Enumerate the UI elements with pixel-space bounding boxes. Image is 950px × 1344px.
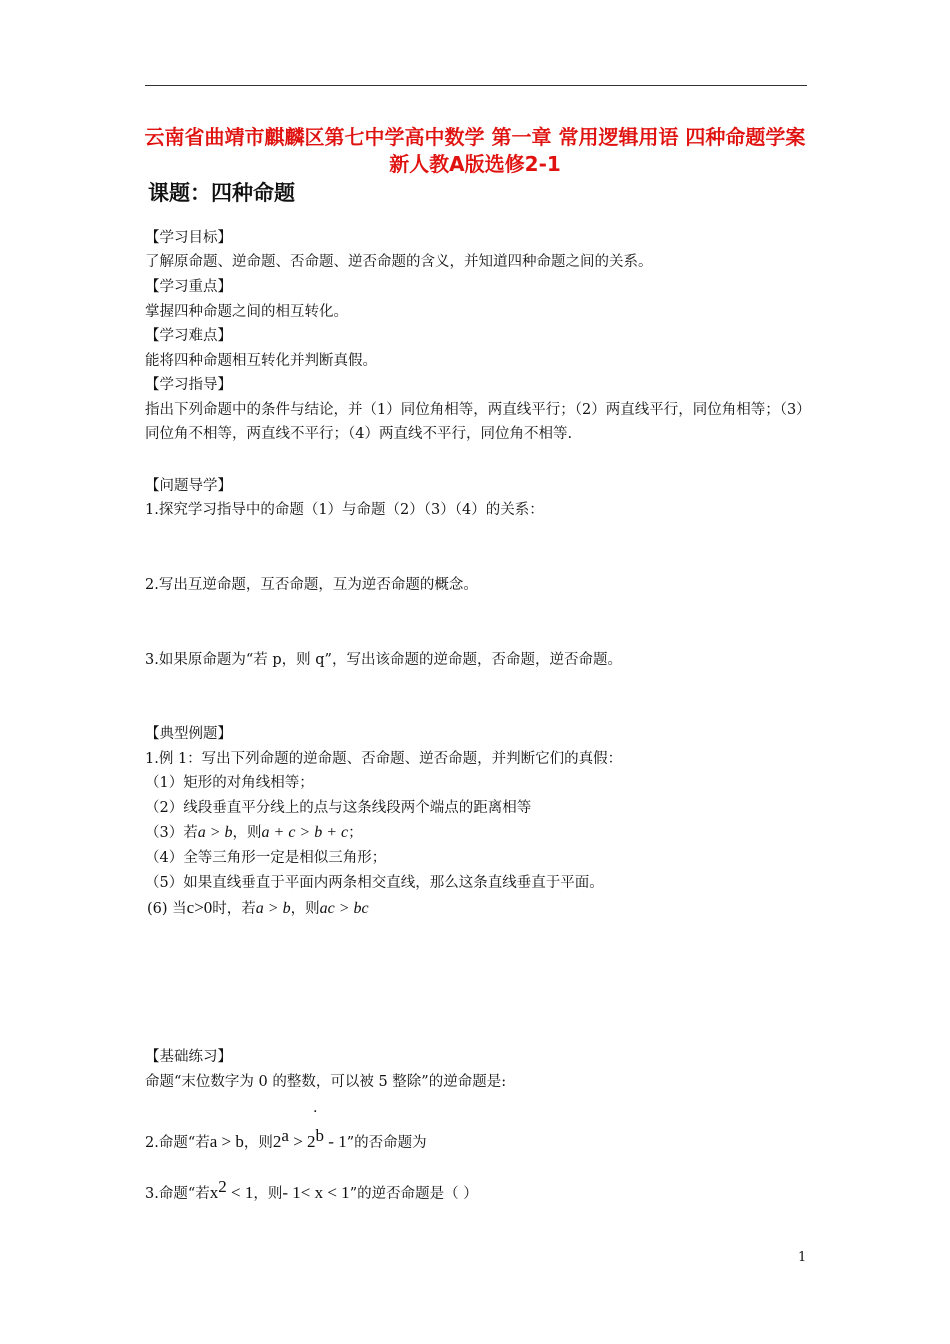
example-heading: 【典型例题】 [145, 726, 232, 742]
ex6-mid2: ，则 [290, 901, 320, 917]
basic2-tail: - 1 [324, 1131, 347, 1151]
basic3-mid: ，则 [253, 1185, 283, 1202]
basic3-suffix: ”的逆否命题是（ ） [349, 1185, 478, 1202]
difficulty-heading: 【学习难点】 [145, 328, 232, 344]
document-title: 云南省曲靖市麒麟区第七中学高中数学 第一章 常用逻辑用语 四种命题学案 新人教A版选修2-1 [144, 125, 806, 176]
basic-item-1: 命题“末位数字为 0 的整数，可以被 5 整除”的逆命题是: [145, 1074, 507, 1090]
basic3-x: x [209, 1182, 219, 1202]
basic2-exp-1: a [281, 1126, 289, 1145]
basic-item-2 [145, 1125, 427, 1154]
basic3-lt: < 1 [226, 1182, 254, 1202]
example-intro: 1.例 1：写出下列命题的逆命题、否命题、逆否命题，并判断它们的真假： [145, 751, 623, 767]
example-item-6 [147, 897, 369, 920]
ex6-condition: c>0 [186, 898, 213, 917]
focus-text: 掌握四种命题之间的相互转化。 [145, 304, 348, 320]
goal-text: 了解原命题、逆命题、否命题、逆否命题的含义，并知道四种命题之间的关系。 [145, 254, 653, 270]
ex3-math-2: a + c > b + c [261, 824, 349, 841]
difficulty-text: 能将四种命题相互转化并判断真假。 [145, 353, 377, 369]
example-item-3 [145, 822, 363, 844]
header-rule [145, 85, 807, 86]
basic2-prefix: 2.命题“若 [145, 1134, 210, 1151]
basic3-math-2: - 1< x < 1 [282, 1182, 350, 1202]
page-number: 1 [798, 1250, 807, 1265]
ex6-math-1: a > b [255, 900, 291, 917]
basic2-mid: ，则 [243, 1134, 273, 1151]
ex3-mid: ，则 [232, 825, 262, 841]
basic2-exp-2: b [315, 1126, 325, 1145]
ex6-prefix: (6) 当 [147, 901, 187, 917]
lesson-subject: 课题：四种命题 [148, 181, 295, 205]
ex3-math-1: a > b [197, 824, 233, 841]
basic-item-3 [145, 1176, 478, 1205]
goal-heading: 【学习目标】 [145, 230, 232, 246]
guide-text: 指出下列命题中的条件与结论，并（1）同位角相等，两直线平行；（2）两直线平行，同位角相等；（3）同位角不相等，两直线不平行；（4）两直线不平行，同位角不相等. [145, 402, 804, 442]
basic-heading: 【基础练习】 [145, 1049, 232, 1065]
ex3-suffix: ； [348, 825, 363, 841]
ex3-prefix: （3）若 [145, 825, 198, 841]
focus-heading: 【学习重点】 [145, 279, 232, 295]
example-item-2: （2）线段垂直平分线上的点与这条线段两个端点的距离相等 [145, 800, 532, 816]
basic2-base-1: 2 [272, 1131, 282, 1151]
basic2-suffix: ”的否命题为 [346, 1134, 427, 1151]
problem-item-3: 3.如果原命题为“若 p，则 q”，写出该命题的逆命题，否命题，逆否命题。 [145, 652, 622, 668]
guide-heading: 【学习指导】 [145, 377, 232, 393]
example-item-1: （1）矩形的对角线相等； [145, 775, 314, 791]
problem-item-1: 1.探究学习指导中的命题（1）与命题（2）（3）（4）的关系： [145, 502, 544, 518]
basic2-gt: > [288, 1131, 308, 1151]
example-item-4: （4）全等三角形一定是相似三角形； [145, 850, 387, 866]
ex6-mid: 时，若 [212, 901, 256, 917]
basic2-base-2: 2 [307, 1131, 316, 1151]
basic3-exp: 2 [218, 1177, 227, 1196]
blank-dot: . [313, 1100, 318, 1116]
problem-heading: 【问题导学】 [145, 478, 232, 494]
ex6-math-2: ac > bc [319, 900, 369, 917]
problem-item-2: 2.写出互逆命题，互否命题，互为逆否命题的概念。 [145, 577, 478, 593]
basic2-math-1: a > b [209, 1131, 244, 1151]
example-item-5: （5）如果直线垂直于平面内两条相交直线，那么这条直线垂直于平面。 [145, 875, 604, 891]
basic3-prefix: 3.命题“若 [145, 1185, 210, 1202]
